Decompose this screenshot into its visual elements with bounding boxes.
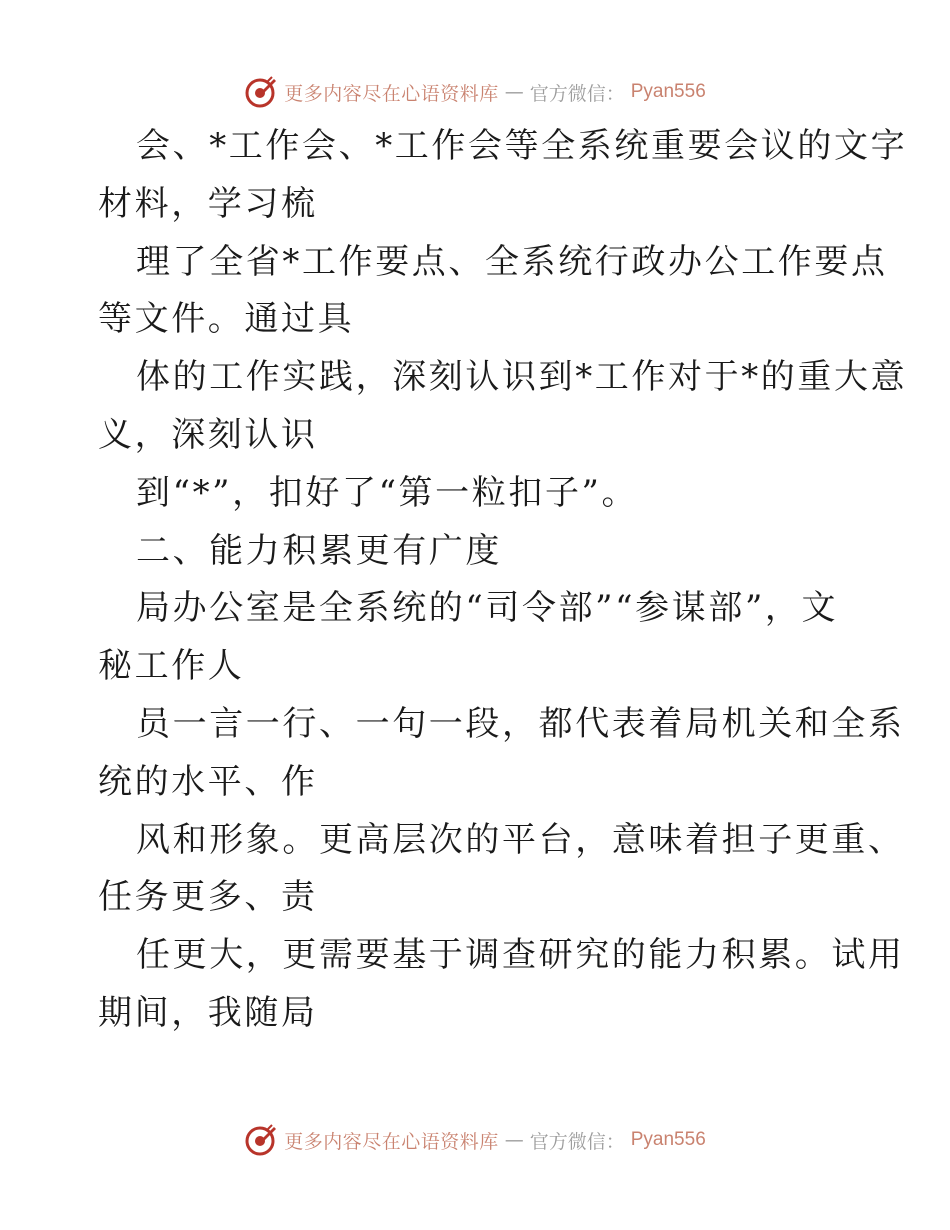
body-line: 秘工作人	[98, 646, 245, 687]
watermark-brand-text: 更多内容尽在心语资料库	[284, 82, 499, 105]
body-line: 理了全省*工作要点、全系统行政办公工作要点	[136, 241, 888, 282]
watermark-wechat-label: 官方微信：	[529, 1130, 625, 1153]
body-line: 统的水平、作	[98, 761, 318, 802]
header-watermark	[0, 72, 950, 112]
body-line: 任更大，更需要基于调查研究的能力积累。试用	[136, 935, 905, 976]
document-body	[98, 118, 908, 1043]
watermark-brand-text: 更多内容尽在心语资料库	[284, 1130, 499, 1153]
body-line: 局办公室是全系统的“司令部”“参谋部”，文	[136, 588, 839, 629]
section-heading: 二、能力积累更有广度	[136, 530, 502, 571]
body-line: 材料，学习梳	[98, 183, 318, 224]
footer-watermark	[0, 1120, 950, 1160]
body-line: 任务更多、责	[98, 877, 318, 918]
body-line: 期间，我随局	[98, 992, 318, 1033]
body-line: 风和形象。更高层次的平台，意味着担子更重、	[136, 819, 905, 860]
watermark-wechat-label: 官方微信：	[529, 82, 625, 105]
body-line: 会、*工作会、*工作会等全系统重要会议的文字	[136, 126, 908, 166]
body-line: 员一言一行、一句一段，都代表着局机关和全系	[136, 703, 905, 744]
quill-seal-logo-icon	[244, 75, 278, 109]
watermark-wechat-id: Pyan556	[630, 81, 706, 102]
body-line: 体的工作实践，深刻认识到*工作对于*的重大意	[136, 357, 908, 398]
watermark-separator: —	[504, 1129, 524, 1151]
quill-seal-logo-icon	[244, 1123, 278, 1157]
watermark-wechat-id: Pyan556	[630, 1129, 706, 1150]
body-line: 到“*”，扣好了“第一粒扣子”。	[136, 472, 639, 513]
body-line: 等文件。通过具	[98, 299, 355, 340]
watermark-separator: —	[504, 81, 524, 103]
body-line: 义，深刻认识	[98, 414, 318, 455]
